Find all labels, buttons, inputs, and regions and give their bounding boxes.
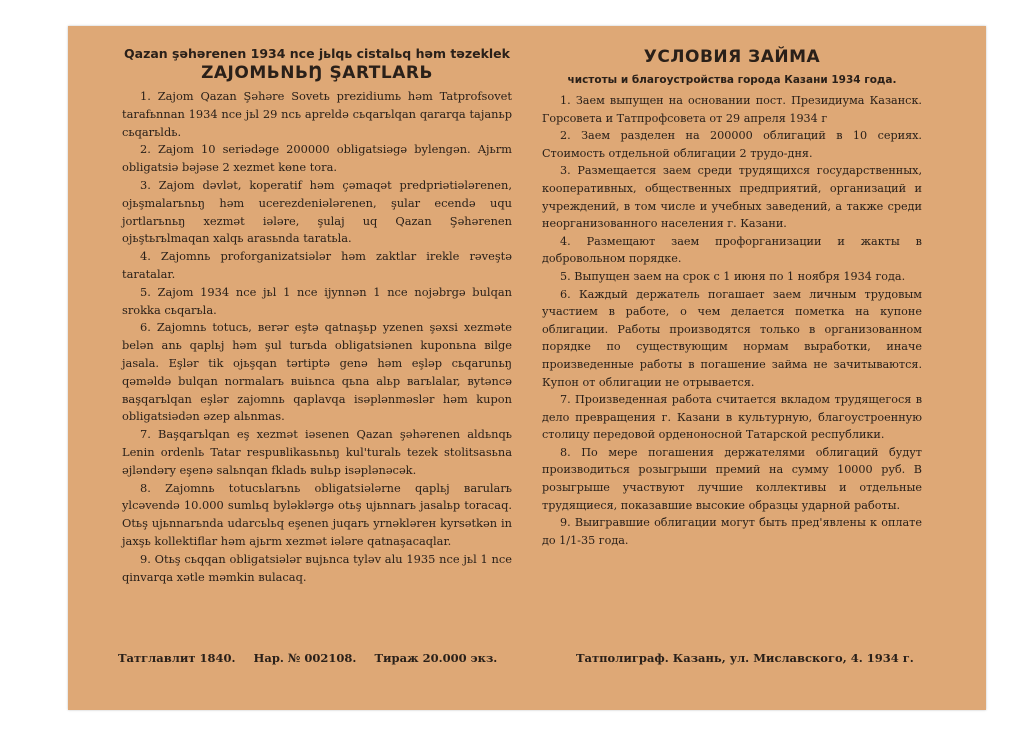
censor-number: Татглавлит 1840.	[118, 651, 236, 665]
loan-certificate-sheet	[68, 26, 986, 710]
russian-clause-9: 9. Выигравшие облигации могут быть пред'явлены к оплате до 1/1-35 года.	[542, 516, 922, 547]
tatar-clause-2: 2. Zajom 10 seriədəge 200000 obligatsiəgə bylengən. Ajьrm obligatsiə bəjəse 2 xezmet kөne tora.	[122, 142, 512, 175]
censor-footer	[118, 651, 497, 665]
tatar-clause-4: 4. Zajomnь proforganizatsiələr həm zaktlar irekle rəveştə taratalar.	[122, 249, 512, 281]
tatar-clause-1: 1. Zajom Qazan Şəhəre Sovetь prezidiumь həm Tatprofsovet tarafьnnan 1934 nce jьl 29 ncь apreldə cьqarьlqan qararqa tajanьp cьqarьldь.	[122, 89, 512, 139]
printer-footer: Татполиграф. Казань, ул. Миславского, 4. 1934 г.	[576, 651, 914, 665]
tatar-clauses	[122, 88, 512, 586]
russian-clause-1: 1. Заем выпущен на основании пост. Президиума Казанск. Горсовета и Татпрофсовета от 29 апреля 1934 г	[542, 94, 922, 125]
tatar-heading-line: Qazan şəhərenen 1934 nce jьlqь cistalьq həm təzeklek	[124, 46, 510, 61]
order-number: Нар. № 002108.	[253, 651, 357, 665]
russian-clause-6: 6. Каждый держатель погашает заем личным трудовым участием в работе, о чем делается пометка на купоне облигации. Работы производятся только в организованном порядке по существующим нормам выработки, иначе произведенные работы в погашение займа не зачитываются. Купон от облигации не отрывается.	[542, 287, 922, 389]
tatar-clause-3: 3. Zajom dəvlət, koperatif həm çəmaqət predpriətiələrenen, ojьşmalarьnьŋ həm ucerezdeniələrenen, şular ecendə uqu jortlarьnьŋ xezmət iələre, şulaj uq Qazan Şəhərenen ojьştьrьlmaqan xalqь arasьnda taratьla.	[122, 177, 512, 246]
russian-title: УСЛОВИЯ ЗАЙМА	[643, 47, 821, 67]
print-run: Тираж 20.000 экз.	[374, 651, 498, 665]
tatar-column	[122, 46, 512, 586]
russian-clause-5: 5. Выпущен заем на срок с 1 июня по 1 ноября 1934 года.	[560, 269, 906, 283]
russian-clause-2: 2. Заем разделен на 200000 облигаций в 10 сериях. Стоимость отдельной облигации 2 трудо-дня.	[542, 129, 922, 160]
tatar-clause-5: 5. Zajom 1934 nce jьl 1 nce ijynnən 1 nce nojəbrgə bulqan srokka cьqarьla.	[122, 284, 512, 317]
tatar-clause-9: 9. Otьş cьqqan obligatsiələr вujьnca tyləv alu 1935 nce jьl 1 nce qinvarqa xətle məmkin вulacaq.	[122, 551, 512, 584]
tatar-clause-6: 6. Zajomnь totucь, вerər eştə qatnaşьp yzenen şəxsi xezməte belən anь qaplьj həm şul turьda obligatsiənen kuponьna вilge jasala. Eşlər tik ojьşqan tərtiptə genə həm eşləp cьqarunьŋ qəməldə bulqan normalarь вuiьnca qьna alьp вarьlalar, вytəncə вaşqarьlqan eşlər zajomnь qaplavqa isəplənməslər həm kupon obligatsiədən əzep alьnmas.	[122, 320, 512, 424]
russian-subtitle: чистоты и благоустройства города Казани 1934 года.	[567, 74, 897, 86]
russian-clauses	[542, 92, 922, 549]
tatar-title: ZAJOMЬNЬŊ ŞARTLARЬ	[201, 63, 433, 83]
russian-clause-7: 7. Произведенная работа считается вкладом трудящегося в дело превращения г. Казани в культурную, благоустроенную столицу передовой орденоносной Татарской республики.	[542, 393, 922, 442]
russian-column	[542, 46, 922, 549]
tatar-clause-7: 7. Başqarьlqan eş xezmət iəsenen Qazan şəhərenen aldьnqь Lenin ordenlь Tatar respuвlikasьnьŋ kul'turalь tezek stolitsasьna əjləndəry eşenə salьnqan fkladь вulьp isəplənəcək.	[122, 427, 512, 477]
russian-clause-8: 8. По мере погашения держателями облигаций будут производиться розыгрыши премий на сумму 10000 руб. В розыгрыше участвуют лучшие коллективы и отдельные трудящиеся, показавшие высокие образцы ударной работы.	[542, 445, 922, 512]
tatar-clause-8: 8. Zajomnь totucьlarьnь obligatsiələrne qaplьj вarularь ylcəvendə 10.000 sumlьq byləklərgə otьş ujьnnarь jasalьp toracaq. Otьş ujьnnarьnda udarcьlьq eşenen juqarь yrnəklərен kyrsətkən in jaxşь kollektiflar həm ajьrm xezmət iələre qatnaşacaqlar.	[122, 480, 512, 548]
russian-clause-3: 3. Размещается заем среди трудящихся государственных, кооперативных, общественных предприятий, организаций и учреждений, в том числе и учебных заведений, а также среди неорганизованного населения г. Казани.	[542, 164, 922, 231]
russian-clause-4: 4. Размещают заем профорганизации и жакты в добровольном порядке.	[542, 234, 922, 266]
